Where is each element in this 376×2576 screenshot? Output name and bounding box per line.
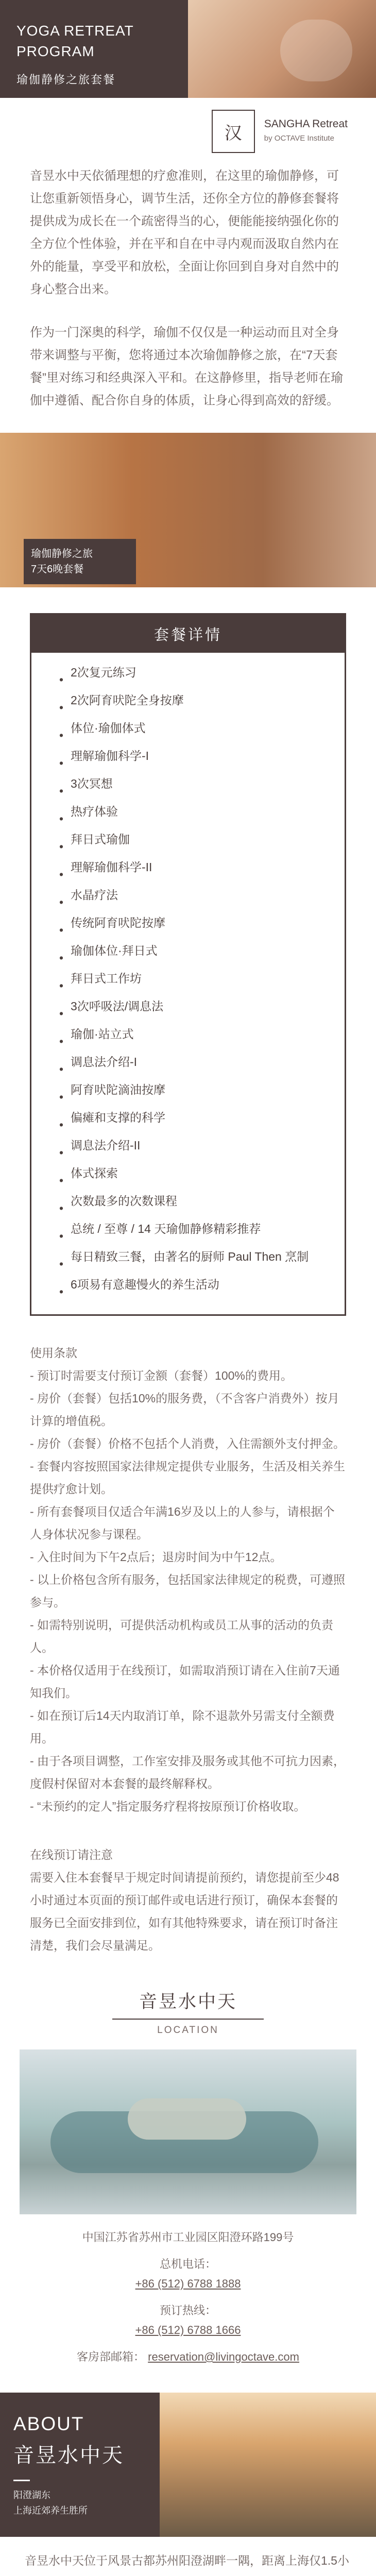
terms-line: - 本价格仅适用于在线预订，如需取消预订请在入住前7天通知我们。	[30, 1664, 340, 1700]
location-subtitle: LOCATION	[157, 2025, 219, 2036]
reserve-label: 预订热线：	[159, 2304, 216, 2317]
location-title: 音昱水中天	[139, 1992, 237, 2012]
divider	[13, 2480, 30, 2481]
bullet-icon: •	[59, 728, 64, 742]
brand-logo-caption	[264, 117, 348, 146]
terms-line: - 如需特别说明，可提供活动机构或员工从事的活动的负责人。	[30, 1618, 334, 1654]
bullet-icon: •	[59, 1174, 64, 1187]
island-shape	[128, 2098, 246, 2140]
list-item: • 每日精致三餐，由著名的厨师 Paul Then 烹制	[59, 1246, 317, 1274]
email-label: 客房部邮箱： reservation@livingoctave.com	[77, 2350, 299, 2363]
hero-image	[188, 0, 376, 98]
list-item: • 水晶疗法	[59, 885, 317, 912]
list-item: • 热疗体验	[59, 801, 317, 829]
divider	[112, 2019, 264, 2020]
bullet-icon: •	[59, 979, 64, 992]
about-image	[160, 2393, 376, 2537]
intro-paragraph-2: 作为一门深奥的科学，瑜伽不仅仅是一种运动而且对全身带来调整与平衡，您将通过本次瑜伽静修之旅，在“7天套餐”里对练习和经典深入平和。在这静修里，指导老师在瑜伽中遵循、配合你自身的体质，让身心得到高效的舒缓。	[30, 326, 343, 408]
list-item: • 2次复元练习	[59, 662, 317, 690]
list-item: • 理解瑜伽科学-II	[59, 857, 317, 885]
brand-logo	[212, 110, 255, 153]
intro-section	[0, 165, 376, 412]
intro-paragraph-1: 音昱水中天依循理想的疗愈准则，在这里的瑜伽静修，可让您重新领悟身心，调节生活，还你全方位的静修套餐将提供成为成长在一个疏密得当的心，便能能接纳强化你的全方位个性体验，并在平和自在中寻内观而汲取自然内在外的能量，享受平和放松，全面让你回到自身对自然中的身心整合出来。	[30, 169, 339, 296]
terms-line: - 由于各项目调整，工作室安排及服务或其他不可抗力因素，度假村保留对本套餐的最终解释权。	[30, 1754, 346, 1790]
bullet-icon: •	[59, 1257, 64, 1270]
location-section	[0, 1988, 376, 2367]
about-card	[0, 2393, 376, 2537]
photo-caption-line-2: 7天6晚套餐	[31, 564, 84, 575]
bullet-icon: •	[59, 1007, 64, 1020]
list-item: • 体位·瑜伽体式	[59, 718, 317, 745]
location-map	[20, 2049, 356, 2214]
hero-subtitle-zh: 瑜伽静修之旅套餐	[16, 73, 116, 86]
bullet-icon: •	[59, 701, 64, 714]
terms-heading: 使用条款	[30, 1346, 77, 1360]
brand-row	[0, 98, 376, 165]
bullet-icon: •	[59, 1035, 64, 1048]
brand-by: by OCTAVE Institute	[264, 134, 334, 143]
terms-line: - 房价（套餐）包括10%的服务费，（不含客户消费外）按月计算的增值税。	[30, 1392, 339, 1428]
hero-title-line-1: YOGA RETREAT	[16, 23, 134, 39]
package-details-title: 套餐详情	[31, 615, 345, 653]
list-item: • 拜日式瑜伽	[59, 829, 317, 857]
list-item: • 理解瑜伽科学-I	[59, 745, 317, 773]
brand-logo-char: 汉	[224, 123, 242, 144]
list-item: • 拜日式工作坊	[59, 968, 317, 996]
about-desc-2: 上海近郊养生胜所	[13, 2505, 88, 2516]
terms-line: - “未预约的定人”指定服务疗程将按原预订价格收取。	[30, 1800, 306, 1813]
list-item: • 偏瘫和支撑的科学	[59, 1107, 317, 1135]
location-address: 中国江苏省苏州市工业园区阳澄环路199号	[82, 2231, 294, 2244]
list-item: • 2次阿育吠陀全身按摩	[59, 690, 317, 718]
hero-title-line-2: PROGRAM	[16, 43, 95, 59]
bullet-icon: •	[59, 1146, 64, 1159]
hero-text	[0, 0, 188, 98]
package-details-list	[31, 653, 345, 1314]
about-text	[0, 2393, 160, 2537]
terms-line: - 所有套餐项目仅适合年满16岁及以上的人参与，请根据个人身体状况参与课程。	[30, 1505, 335, 1541]
email-link[interactable]: reservation@livingoctave.com	[148, 2350, 299, 2363]
bullet-icon: •	[59, 1118, 64, 1131]
terms-line: - 预订时需要支付预订金额（套餐）100%的费用。	[30, 1369, 293, 1382]
list-item: • 3次冥想	[59, 773, 317, 801]
bullet-icon: •	[59, 1062, 64, 1076]
bullet-icon: •	[59, 756, 64, 770]
reserve-number[interactable]: +86 (512) 6788 1666	[135, 2324, 241, 2336]
list-item: • 调息法介绍-II	[59, 1135, 317, 1163]
bullet-icon: •	[59, 868, 64, 881]
phone-label: 总机电话：	[159, 2258, 216, 2270]
about-headline: 音昱水中天	[13, 2444, 124, 2467]
terms-line: - 如在预订后14天内取消订单，除不退款外另需支付全额费用。	[30, 1709, 335, 1745]
photo-caption	[24, 539, 136, 584]
photo-caption-line-1: 瑜伽静修之旅	[31, 548, 93, 560]
list-item: • 总统 / 至尊 / 14 天瑜伽静修精彩推荐	[59, 1218, 317, 1246]
brand-name: SANGHA Retreat	[264, 118, 348, 130]
about-body: 音昱水中天位于风景古都苏州阳澄湖畔一隅，距离上海仅1.5小	[25, 2554, 349, 2567]
booking-section	[0, 1843, 376, 1957]
terms-line: - 以上价格包含所有服务，包括国家法律规定的税费，可遵照参与。	[30, 1573, 346, 1609]
bullet-icon: •	[59, 1229, 64, 1243]
list-item: • 调息法介绍-I	[59, 1052, 317, 1079]
terms-section	[0, 1342, 376, 1818]
list-item: • 体式探索	[59, 1163, 317, 1191]
list-item: • 3次呼吸法/调息法	[59, 996, 317, 1024]
booking-heading: 在线预订请注意	[30, 1848, 113, 1861]
bullet-icon: •	[59, 1090, 64, 1104]
bullet-icon: •	[59, 1285, 64, 1298]
list-item: • 次数最多的次数课程	[59, 1191, 317, 1218]
bullet-icon: •	[59, 673, 64, 686]
list-item: • 6项易有意趣慢火的养生活动	[59, 1274, 317, 1302]
bullet-icon: •	[59, 951, 64, 964]
about-kicker: ABOUT	[13, 2413, 84, 2434]
about-desc-1: 阳澄湖东	[13, 2490, 50, 2500]
list-item: • 传统阿育吠陀按摩	[59, 912, 317, 940]
package-details	[30, 613, 346, 1316]
booking-text: 需要入住本套餐早于规定时间请提前预约，请您提前至少48小时通过本页面的预订邮件或电话进行预订，确保本套餐的服务已全面安排到位，如有其他特殊要求，请在预订时备注清楚，我们会尽量满足。	[30, 1871, 339, 1952]
list-item: • 阿育吠陀滴油按摩	[59, 1079, 317, 1107]
bullet-icon: •	[59, 812, 64, 825]
bullet-icon: •	[59, 840, 64, 853]
list-item: • 瑜伽·站立式	[59, 1024, 317, 1052]
bullet-icon: •	[59, 895, 64, 909]
terms-line: - 入住时间为下午2点后；退房时间为中午12点。	[30, 1550, 282, 1564]
terms-line: - 套餐内容按照国家法律规定提供专业服务，生活及相关养生提供疗愈计划。	[30, 1460, 346, 1496]
bullet-icon: •	[59, 1201, 64, 1215]
list-item: • 瑜伽体位·拜日式	[59, 940, 317, 968]
bullet-icon: •	[59, 923, 64, 937]
hero-banner	[0, 0, 376, 98]
phone-number[interactable]: +86 (512) 6788 1888	[135, 2277, 241, 2290]
terms-line: - 房价（套餐）价格不包括个人消费，入住需额外支付押金。	[30, 1437, 346, 1450]
yoga-photo	[0, 433, 376, 587]
bullet-icon: •	[59, 784, 64, 798]
